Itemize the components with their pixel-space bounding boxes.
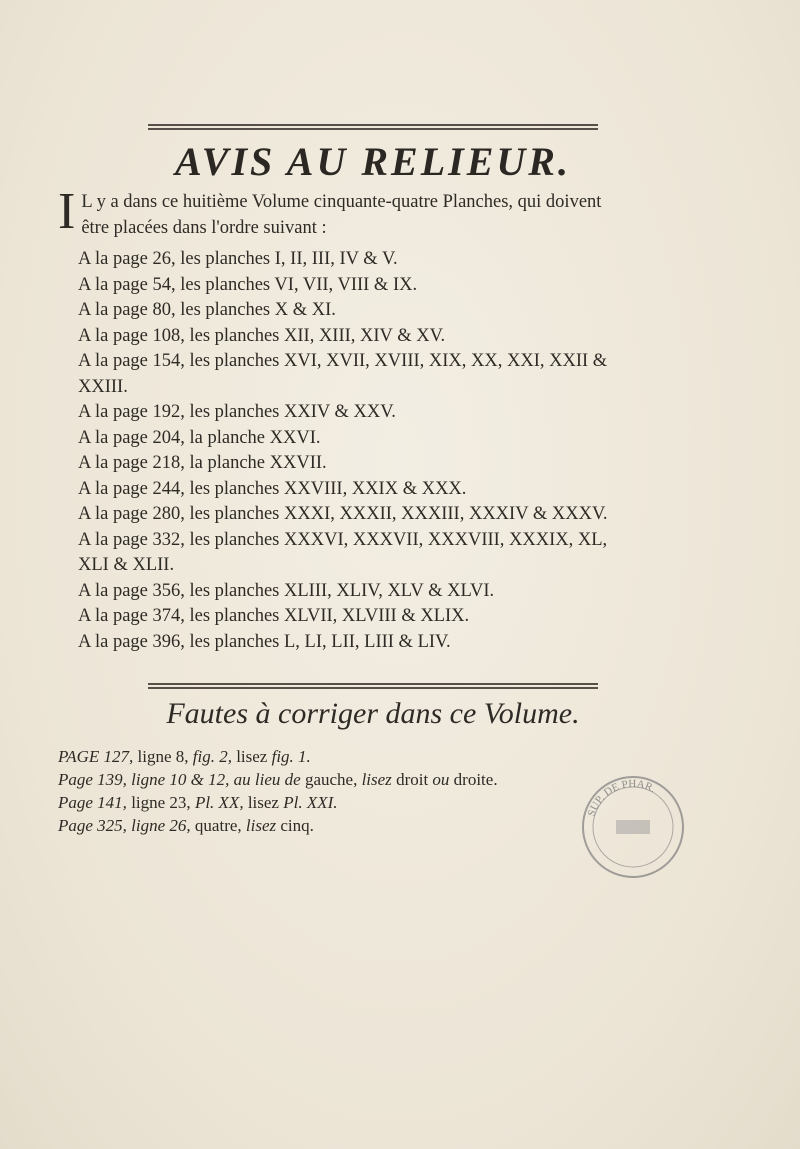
page-title: AVIS AU RELIEUR. (175, 139, 571, 184)
plate-entry: A la page 108, les planches XII, XIII, XIV & XV. (78, 325, 446, 346)
plate-entry: A la page 154, les planches XVI, XVII, XVIII, XIX, XX, XXI, XXII & XXIII. (78, 351, 608, 397)
svg-text:SUP. DE PHAR.: SUP. DE PHAR. (585, 777, 658, 819)
errata-list (58, 745, 618, 837)
plate-entry: A la page 396, les planches L, LI, LII, LIII & LIV. (78, 631, 451, 652)
plates-notice (58, 183, 628, 655)
plate-entry: A la page 356, les planches XLIII, XLIV, XLV & XLVI. (78, 580, 495, 601)
library-stamp-icon (578, 772, 688, 882)
errata-line: Page 141, ligne 23, Pl. XX, lisez Pl. XXI. (58, 793, 338, 812)
middle-double-rule (148, 683, 598, 689)
errata-title: Fautes à corriger dans ce Volume. (166, 697, 580, 730)
plate-entry: A la page 332, les planches XXXVI, XXXVII, XXXVIII, XXXIX, XL, XLI & XLII. (78, 529, 608, 575)
plate-list (58, 247, 628, 655)
plate-entry: A la page 54, les planches VI, VII, VIII & IX. (78, 274, 418, 295)
top-double-rule (148, 124, 598, 130)
plate-entry: A la page 374, les planches XLVII, XLVIII & XLIX. (78, 606, 470, 626)
errata-line: Page 325, ligne 26, quatre, lisez cinq. (58, 816, 314, 835)
plate-entry: A la page 204, la planche XXVI. (78, 427, 321, 448)
plate-entry: A la page 192, les planches XXIV & XXV. (78, 402, 396, 422)
intro-paragraph (58, 183, 628, 241)
plate-entry: A la page 244, les planches XXVIII, XXIX & XXX. (78, 478, 467, 499)
drop-cap: I (58, 183, 76, 240)
errata-line: PAGE 127, ligne 8, fig. 2, lisez fig. 1. (58, 747, 311, 766)
plate-entry: A la page 218, la planche XXVII. (78, 453, 327, 473)
plate-entry: A la page 26, les planches I, II, III, IV & V. (78, 249, 398, 269)
intro-text: L y a dans ce huitième Volume cinquante-quatre Planches, qui doivent être placées dans l'ordre suivant : (81, 192, 602, 238)
errata-line: Page 139, ligne 10 & 12, au lieu de gauche, lisez droit ou droite. (58, 770, 498, 789)
plate-entry: A la page 280, les planches XXXI, XXXII, XXXIII, XXXIV & XXXV. (78, 504, 608, 524)
plate-entry: A la page 80, les planches X & XI. (78, 300, 336, 320)
